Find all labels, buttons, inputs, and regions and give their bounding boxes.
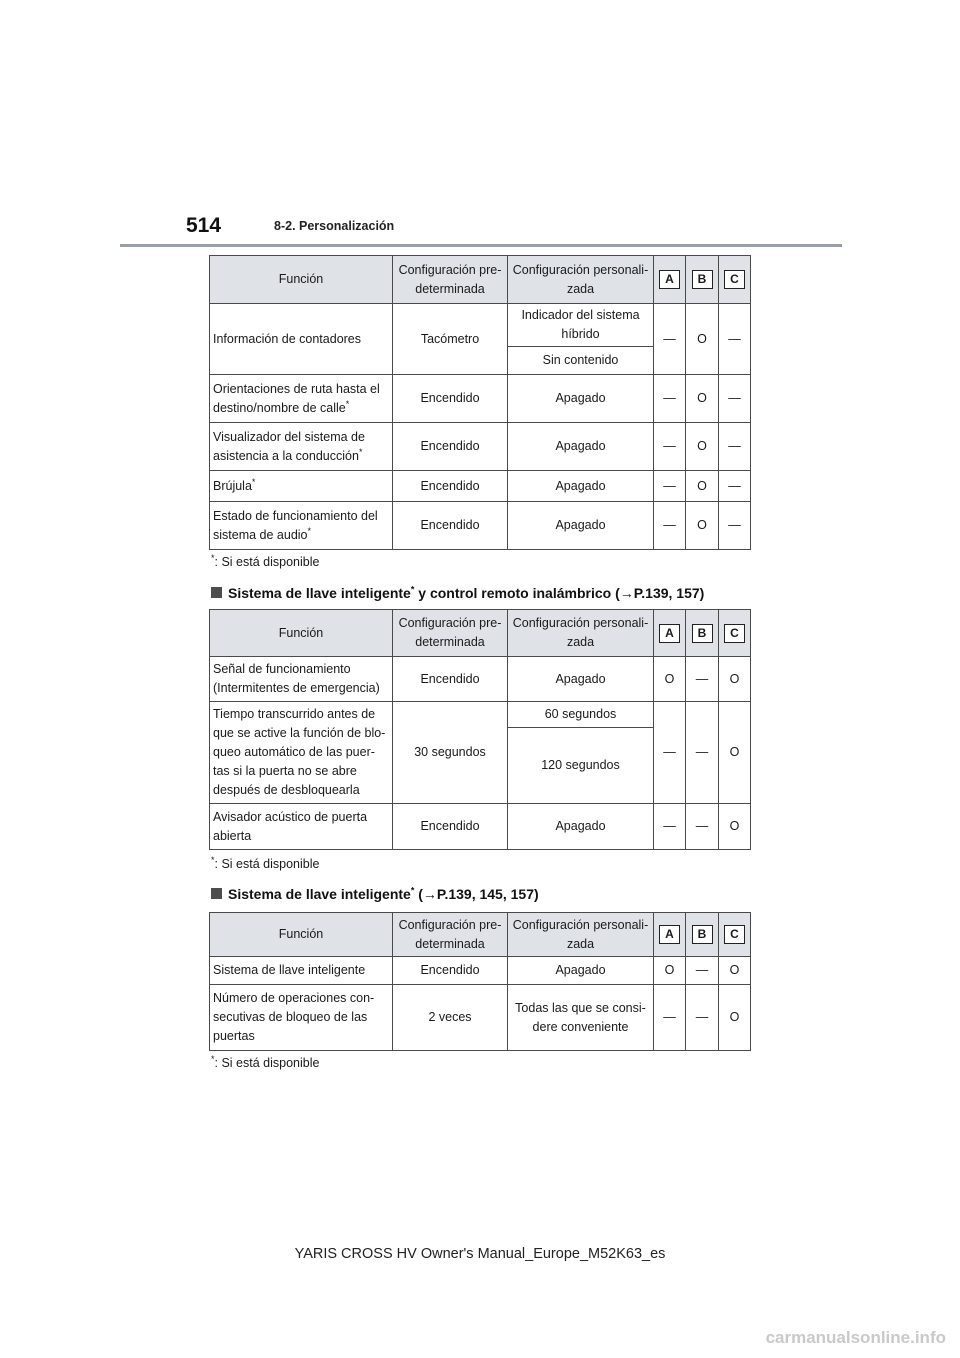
cell-function: Sistema de llave inteligente: [210, 957, 393, 985]
cell-a: —: [654, 985, 686, 1051]
column-personalizada: Configuración personali-zada: [508, 610, 654, 657]
cell-a: —: [654, 702, 686, 804]
footer-manual-title: YARIS CROSS HV Owner's Manual_Europe_M52K63_es: [294, 1246, 666, 1262]
cell-b: —: [686, 985, 719, 1051]
table-row: [210, 657, 751, 702]
cell-a: —: [654, 375, 686, 423]
cell-b: —: [686, 804, 719, 850]
cell-a: —: [654, 304, 686, 375]
cell-a: —: [654, 423, 686, 471]
table-header-row: [210, 913, 751, 957]
cell-c: —: [719, 375, 751, 423]
footnote: *: Si está disponible: [211, 552, 320, 569]
column-c: [719, 256, 751, 304]
table-meter-settings: [209, 255, 751, 550]
column-predeterminada: Configuración pre-determinada: [393, 913, 508, 957]
cell-default: Encendido: [393, 423, 508, 471]
cell-b: O: [686, 423, 719, 471]
letter-a-badge: A: [659, 270, 680, 289]
letter-b-badge: B: [692, 270, 713, 289]
cell-b: O: [686, 375, 719, 423]
cell-custom: Apagado: [508, 471, 654, 502]
column-c: [719, 610, 751, 657]
footnote: *: Si está disponible: [211, 854, 320, 871]
cell-function: Señal de funcionamiento (Intermitentes de emergencia): [210, 657, 393, 702]
cell-custom: Indicador del sistema híbrido: [508, 304, 654, 347]
cell-c: O: [719, 985, 751, 1051]
watermark: carmanualsonline.info: [765, 1328, 946, 1347]
section-heading: Sistema de llave inteligente* (→P.139, 145, 157): [211, 886, 539, 902]
header-rule: [120, 244, 842, 247]
letter-b-badge: B: [692, 624, 713, 643]
table-row: [210, 423, 751, 471]
cell-c: —: [719, 471, 751, 502]
table-row: [210, 502, 751, 550]
letter-c-badge: C: [724, 270, 745, 289]
cell-a: O: [654, 957, 686, 985]
cell-b: O: [686, 471, 719, 502]
cell-b: O: [686, 502, 719, 550]
table-row: [210, 985, 751, 1051]
cell-default: Encendido: [393, 471, 508, 502]
column-a: [654, 913, 686, 957]
cell-custom: Apagado: [508, 502, 654, 550]
table-row: [210, 304, 751, 347]
column-funcion: Función: [210, 256, 393, 304]
table-row: [210, 702, 751, 728]
section-heading: Sistema de llave inteligente* y control remoto inalámbrico (→P.139, 157): [211, 585, 704, 601]
cell-default: Encendido: [393, 657, 508, 702]
column-funcion: Función: [210, 610, 393, 657]
cell-default: Encendido: [393, 957, 508, 985]
cell-c: O: [719, 702, 751, 804]
cell-default: Encendido: [393, 502, 508, 550]
letter-a-badge: A: [659, 925, 680, 944]
cell-default: Encendido: [393, 804, 508, 850]
cell-custom: Sin contenido: [508, 347, 654, 375]
cell-function: Brújula*: [210, 471, 393, 502]
table-header-row: [210, 610, 751, 657]
cell-custom: Todas las que se consi-dere conveniente: [508, 985, 654, 1051]
table-header-row: [210, 256, 751, 304]
table-row: [210, 471, 751, 502]
table-row: [210, 957, 751, 985]
column-b: [686, 256, 719, 304]
cell-function: Orientaciones de ruta hasta el destino/nombre de calle*: [210, 375, 393, 423]
column-a: [654, 610, 686, 657]
letter-a-badge: A: [659, 624, 680, 643]
cell-custom: Apagado: [508, 375, 654, 423]
cell-c: O: [719, 657, 751, 702]
cell-function: Información de contadores: [210, 304, 393, 375]
cell-default: 2 veces: [393, 985, 508, 1051]
table-smart-key-remote: [209, 609, 751, 850]
column-predeterminada: Configuración pre-determinada: [393, 610, 508, 657]
column-c: [719, 913, 751, 957]
cell-custom: 120 segundos: [508, 728, 654, 804]
cell-default: 30 segundos: [393, 702, 508, 804]
table-row: [210, 804, 751, 850]
column-b: [686, 610, 719, 657]
letter-b-badge: B: [692, 925, 713, 944]
cell-a: —: [654, 502, 686, 550]
cell-function: Tiempo transcurrido antes de que se active la función de blo-queo automático de las puer-tas si la puerta no se abre después de desbloquearla: [210, 702, 393, 804]
section-title: 8-2. Personalización: [274, 219, 395, 233]
cell-b: —: [686, 957, 719, 985]
cell-custom: Apagado: [508, 957, 654, 985]
letter-c-badge: C: [724, 624, 745, 643]
cell-c: —: [719, 304, 751, 375]
cell-custom: Apagado: [508, 423, 654, 471]
column-b: [686, 913, 719, 957]
cell-function: Avisador acústico de puerta abierta: [210, 804, 393, 850]
cell-b: O: [686, 304, 719, 375]
cell-a: —: [654, 471, 686, 502]
cell-function: Número de operaciones con-secutivas de bloqueo de las puertas: [210, 985, 393, 1051]
cell-function: Visualizador del sistema de asistencia a la conducción*: [210, 423, 393, 471]
cell-default: Encendido: [393, 375, 508, 423]
column-personalizada: Configuración personali-zada: [508, 256, 654, 304]
cell-custom: Apagado: [508, 657, 654, 702]
cell-a: O: [654, 657, 686, 702]
cell-c: —: [719, 502, 751, 550]
column-personalizada: Configuración personali-zada: [508, 913, 654, 957]
cell-a: —: [654, 804, 686, 850]
cell-b: —: [686, 657, 719, 702]
letter-c-badge: C: [724, 925, 745, 944]
cell-function: Estado de funcionamiento del sistema de audio*: [210, 502, 393, 550]
square-bullet-icon: [211, 888, 222, 899]
page-number: 514: [186, 214, 222, 237]
footnote: *: Si está disponible: [211, 1053, 320, 1070]
cell-default: Tacómetro: [393, 304, 508, 375]
column-a: [654, 256, 686, 304]
cell-c: O: [719, 957, 751, 985]
cell-b: —: [686, 702, 719, 804]
square-bullet-icon: [211, 587, 222, 598]
column-predeterminada: Configuración pre-determinada: [393, 256, 508, 304]
cell-c: —: [719, 423, 751, 471]
column-funcion: Función: [210, 913, 393, 957]
table-smart-key: [209, 912, 751, 1051]
table-row: [210, 375, 751, 423]
cell-custom: 60 segundos: [508, 702, 654, 728]
cell-c: O: [719, 804, 751, 850]
cell-custom: Apagado: [508, 804, 654, 850]
